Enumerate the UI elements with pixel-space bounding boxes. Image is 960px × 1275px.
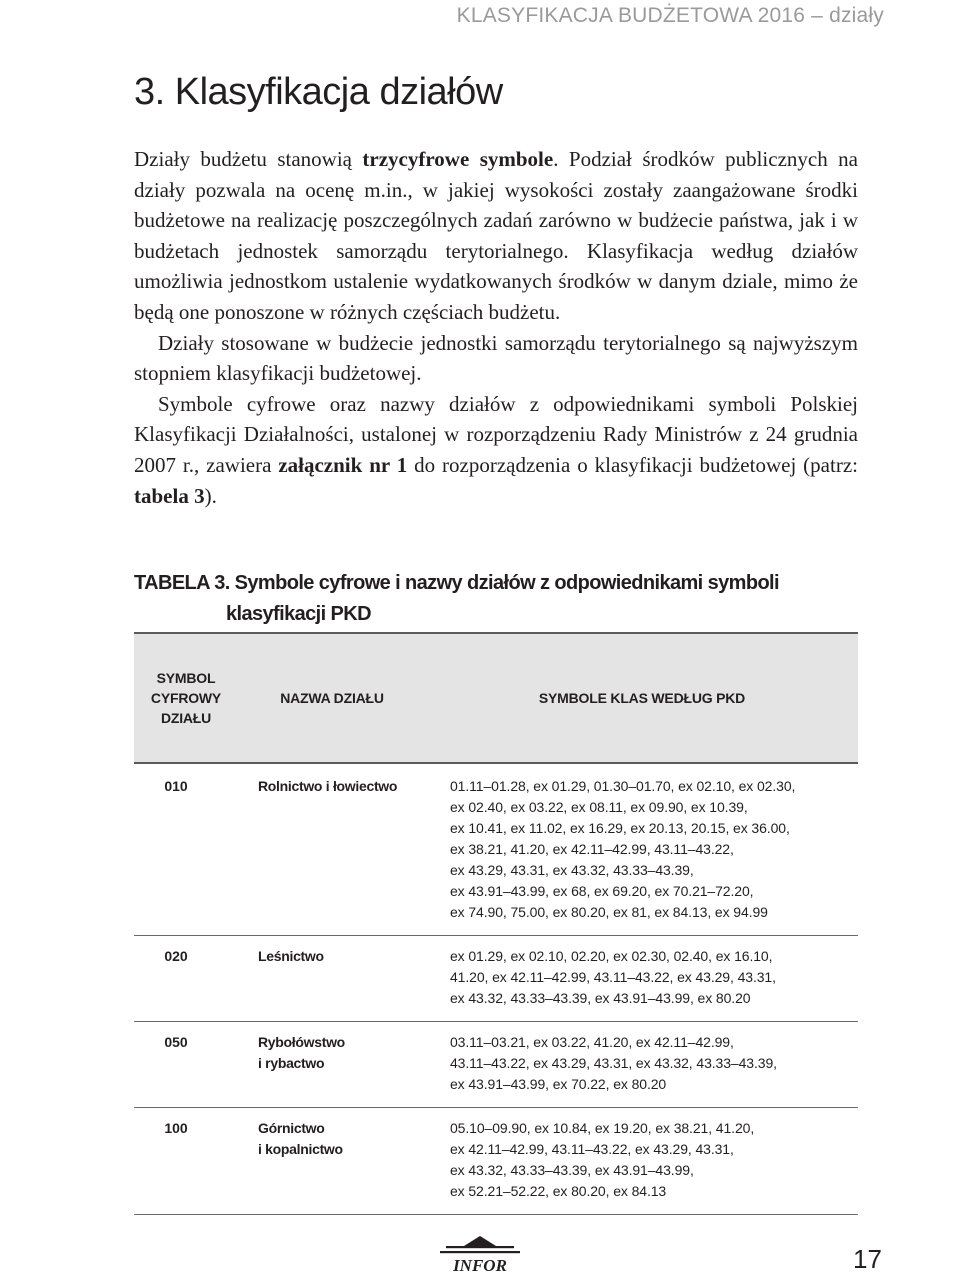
pkd-symbols xyxy=(426,1022,858,1108)
pkd-symbols-line: ex 43.91–43.99, ex 68, ex 69.20, ex 70.21–72.20, xyxy=(450,883,754,899)
table-body xyxy=(134,763,858,1215)
pkd-symbols-line: ex 43.32, 43.33–43.39, ex 43.91–43.99, ex 80.20 xyxy=(450,990,751,1006)
pkd-symbols-line: 05.10–09.90, ex 10.84, ex 19.20, ex 38.21, 41.20, xyxy=(450,1120,755,1136)
table-caption xyxy=(134,568,779,630)
pkd-symbols-line: ex 43.32, 43.33–43.39, ex 43.91–43.99, xyxy=(450,1162,694,1178)
table-row xyxy=(134,936,858,1022)
section-symbol: 020 xyxy=(164,948,188,964)
pkd-symbols-line: 43.11–43.22, ex 43.29, 43.31, ex 43.32, 43.33–43.39, xyxy=(450,1055,777,1071)
section-name-line: Górnictwo xyxy=(258,1120,325,1136)
header-symbol-line: SYMBOL xyxy=(156,670,216,686)
section-symbol: 010 xyxy=(164,778,188,794)
pkd-symbols xyxy=(426,1108,858,1215)
section-name xyxy=(238,1108,426,1215)
pkd-symbols-line: ex 52.21–52.22, ex 80.20, ex 84.13 xyxy=(450,1183,667,1199)
table-row xyxy=(134,1108,858,1215)
section-name xyxy=(238,763,426,936)
text-run: . Podział środków publicznych na działy pozwala na ocenę m.in., w jakiej wysokości zostały zaangażowane środki budżetowe na realizację poszczególnych zadań zarówno w budżecie państwa, jak i w budżetach jednostek samorządu terytorialnego. Klasyfikacja według działów umożliwia jednostkom ustalenie wydatkowanych środków w danym dziale, mimo że będą one ponoszone w różnych częściach budżetu. xyxy=(134,147,858,324)
pkd-symbols-line: ex 42.11–42.99, 43.11–43.22, ex 43.29, 43.31, xyxy=(450,1141,734,1157)
bold-text: tabela 3 xyxy=(134,483,205,508)
running-head: KLASYFIKACJA BUDŻETOWA 2016 – działy xyxy=(456,4,884,27)
logo-text: INFOR xyxy=(453,1256,507,1274)
pkd-symbols xyxy=(426,763,858,936)
text-run: Działy stosowane w budżecie jednostki samorządu terytorialnego są najwyższym stopniem klasyfikacji budżetowej. xyxy=(134,330,858,386)
pkd-symbols xyxy=(426,936,858,1022)
text-run: ). xyxy=(204,483,217,508)
header-name: NAZWA DZIAŁU xyxy=(238,633,426,763)
section-name-line: i kopalnictwo xyxy=(258,1141,343,1157)
pkd-symbols-line: ex 74.90, 75.00, ex 80.20, ex 81, ex 84.13, ex 94.99 xyxy=(450,904,768,920)
pkd-symbols-line: ex 38.21, 41.20, ex 42.11–42.99, 43.11–43.22, xyxy=(450,841,734,857)
section-name-line: Rybołówstwo xyxy=(258,1034,345,1050)
pkd-symbols-line: ex 01.29, ex 02.10, 02.20, ex 02.30, 02.40, ex 16.10, xyxy=(450,948,773,964)
section-symbol: 100 xyxy=(164,1120,188,1136)
chapter-title: 3. Klasyfikacja działów xyxy=(134,71,503,113)
infor-logo xyxy=(436,1234,524,1274)
section-name-line: Leśnictwo xyxy=(258,948,324,964)
header-symbol xyxy=(134,633,238,763)
section-name-line: i rybactwo xyxy=(258,1055,325,1071)
body-paragraph xyxy=(134,328,858,389)
table-caption-line-1: TABELA 3. Symbole cyfrowe i nazwy działów z odpowiednikami symboli xyxy=(134,572,779,594)
header-symbol-line: DZIAŁU xyxy=(160,710,212,726)
text-run: do rozporządzenia o klasyfikacji budżetowej (patrz: xyxy=(407,452,858,477)
pkd-symbols-line: ex 10.41, ex 11.02, ex 16.29, ex 20.13, 20.15, ex 36.00, xyxy=(450,820,790,836)
page-number: 17 xyxy=(853,1244,882,1274)
table-caption-line-2: klasyfikacji PKD xyxy=(226,603,371,625)
section-name-line: Rolnictwo i łowiectwo xyxy=(258,778,398,794)
pkd-table xyxy=(134,632,858,1215)
body-paragraph xyxy=(134,389,858,511)
header-symbol-line: CYFROWY xyxy=(150,690,222,706)
pkd-symbols-line: 41.20, ex 42.11–42.99, 43.11–43.22, ex 43.29, 43.31, xyxy=(450,969,776,985)
table-header-row xyxy=(134,633,858,763)
pkd-symbols-line: ex 02.40, ex 03.22, ex 08.11, ex 09.90, ex 10.39, xyxy=(450,799,748,815)
bold-text: załącznik nr 1 xyxy=(278,452,408,477)
table-row xyxy=(134,1022,858,1108)
body-paragraph xyxy=(134,144,858,328)
section-symbol: 050 xyxy=(164,1034,188,1050)
pkd-symbols-line: ex 43.91–43.99, ex 70.22, ex 80.20 xyxy=(450,1076,667,1092)
section-name xyxy=(238,1022,426,1108)
text-run: Działy budżetu stanowią xyxy=(134,147,363,171)
section-name xyxy=(238,936,426,1022)
header-pkd: SYMBOLE KLAS WEDŁUG PKD xyxy=(426,633,858,763)
table-row xyxy=(134,763,858,936)
pkd-symbols-line: 01.11–01.28, ex 01.29, 01.30–01.70, ex 02.10, ex 02.30, xyxy=(450,778,796,794)
pkd-symbols-line: ex 43.29, 43.31, ex 43.32, 43.33–43.39, xyxy=(450,862,694,878)
text-run: Symbole cyfrowe oraz nazwy działów z odpowiednikami symboli Polskiej Klasyfikacji Działalności, ustalonej w rozporządzeniu Rady Ministrów z 24 grudnia 2007 r., zawiera xyxy=(134,391,858,477)
pkd-symbols-line: 03.11–03.21, ex 03.22, 41.20, ex 42.11–42.99, xyxy=(450,1034,734,1050)
body-text xyxy=(134,144,858,511)
bold-text: trzycyfrowe symbole xyxy=(362,147,554,171)
